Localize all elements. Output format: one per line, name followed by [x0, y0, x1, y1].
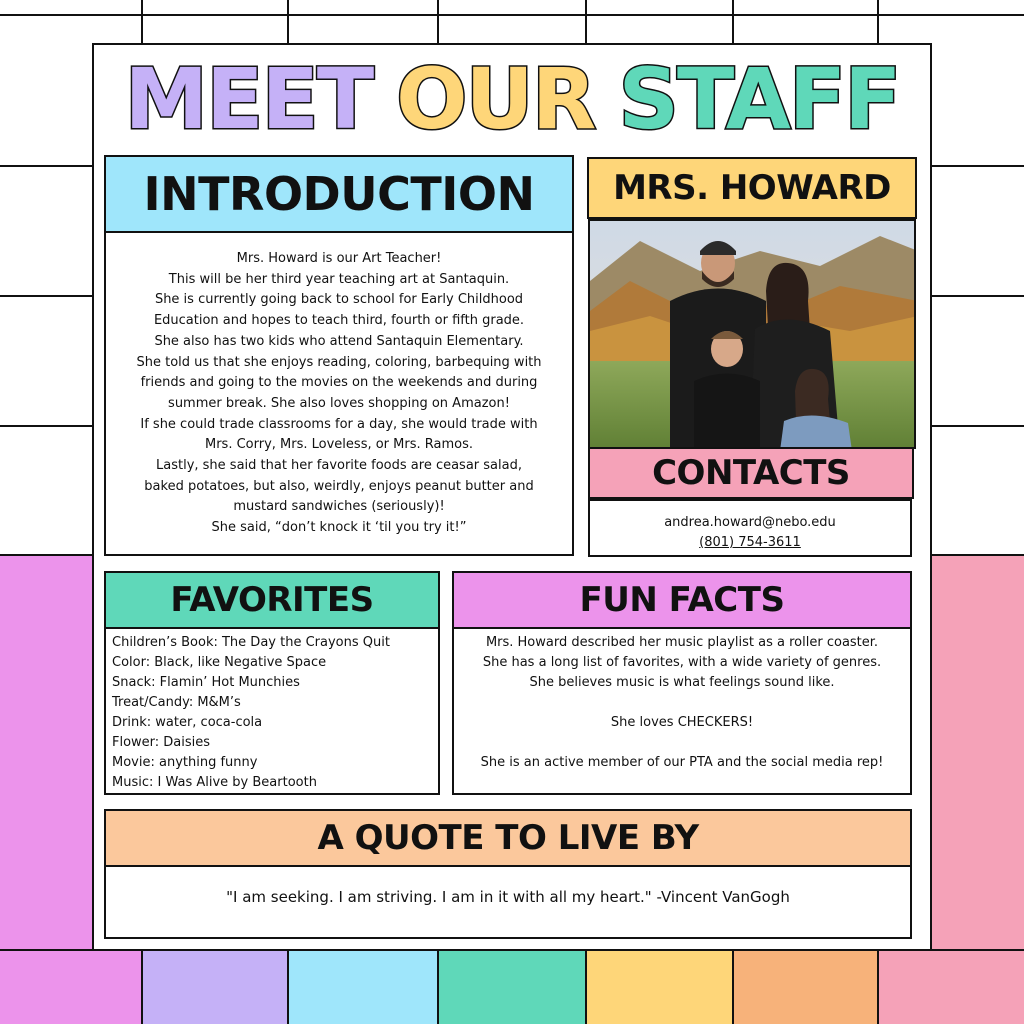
staff-poster	[92, 43, 932, 951]
title-word-staff: STAFF	[618, 50, 900, 148]
introduction-line: Mrs. Howard is our Art Teacher!	[236, 251, 442, 266]
favorite-item: Color: Black, like Negative Space	[112, 655, 327, 670]
quote-heading: A QUOTE TO LIVE BY	[104, 809, 912, 867]
contacts-panel	[588, 499, 912, 557]
quote-panel	[104, 865, 912, 939]
contacts-heading: CONTACTS	[588, 447, 914, 499]
introduction-heading: INTRODUCTION	[104, 155, 574, 233]
introduction-line: She is currently going back to school for Early Childhood	[154, 292, 524, 308]
introduction-line: She also has two kids who attend Santaquin Elementary.	[154, 333, 524, 349]
introduction-line: This will be her third year teaching art at Santaquin.	[168, 271, 510, 287]
introduction-panel	[104, 231, 574, 556]
introduction-line: Mrs. Corry, Mrs. Loveless, or Mrs. Ramos.	[205, 437, 473, 453]
introduction-line: Lastly, she said that her favorite foods are ceasar salad,	[156, 458, 522, 474]
introduction-text	[106, 249, 572, 539]
favorite-item: Children’s Book: The Day the Crayons Quit	[112, 635, 390, 650]
favorite-item: Music: I Was Alive by Beartooth	[112, 775, 317, 790]
fun-facts-text	[454, 633, 910, 773]
introduction-line: mustard sandwiches (seriously)!	[233, 499, 445, 515]
favorites-heading: FAVORITES	[104, 571, 440, 629]
contact-phone[interactable]: (801) 754-3611	[699, 535, 801, 550]
favorites-panel	[104, 627, 440, 795]
teacher-name: MRS. HOWARD	[587, 157, 917, 219]
fun-fact-line: She has a long list of favorites, with a wide variety of genres.	[482, 655, 882, 670]
favorite-item: Treat/Candy: M&M’s	[112, 695, 241, 710]
introduction-line: She told us that she enjoys reading, coloring, barbequing with	[136, 354, 542, 370]
favorite-item: Drink: water, coca-cola	[112, 715, 263, 730]
favorite-item: Snack: Flamin’ Hot Munchies	[112, 675, 300, 690]
introduction-line: Education and hopes to teach third, fourth or fifth grade.	[153, 313, 525, 329]
introduction-line: She said, “don’t knock it ‘til you try it!”	[211, 520, 467, 536]
title-word-meet: MEET	[124, 50, 373, 148]
fun-fact-line: She loves CHECKERS!	[610, 715, 754, 730]
introduction-line: baked potatoes, but also, weirdly, enjoys peanut butter and	[144, 478, 534, 494]
introduction-line: friends and going to the movies on the weekends and during	[140, 375, 538, 391]
family-photo	[588, 219, 916, 449]
favorites-list	[112, 633, 432, 793]
fun-facts-panel	[452, 627, 912, 795]
family-photo-image	[590, 221, 916, 449]
fun-fact-line	[454, 693, 910, 713]
fun-fact-line: She is an active member of our PTA and the social media rep!	[480, 755, 884, 770]
title-word-our: OUR	[396, 50, 595, 148]
fun-facts-heading: FUN FACTS	[452, 571, 912, 629]
introduction-line: summer break. She also loves shopping on Amazon!	[168, 395, 510, 411]
fun-fact-line	[454, 733, 910, 753]
fun-fact-line: Mrs. Howard described her music playlist as a roller coaster.	[485, 635, 879, 650]
introduction-line: If she could trade classrooms for a day, she would trade with	[140, 416, 538, 432]
quote-text: "I am seeking. I am striving. I am in it with all my heart." -Vincent VanGogh	[226, 888, 790, 906]
fun-fact-line: She believes music is what feelings sound like.	[529, 675, 835, 690]
favorite-item: Flower: Daisies	[112, 735, 211, 750]
favorite-item: Movie: anything funny	[112, 755, 258, 770]
contact-email[interactable]: andrea.howard@nebo.edu	[664, 515, 836, 530]
page-title	[94, 50, 930, 148]
